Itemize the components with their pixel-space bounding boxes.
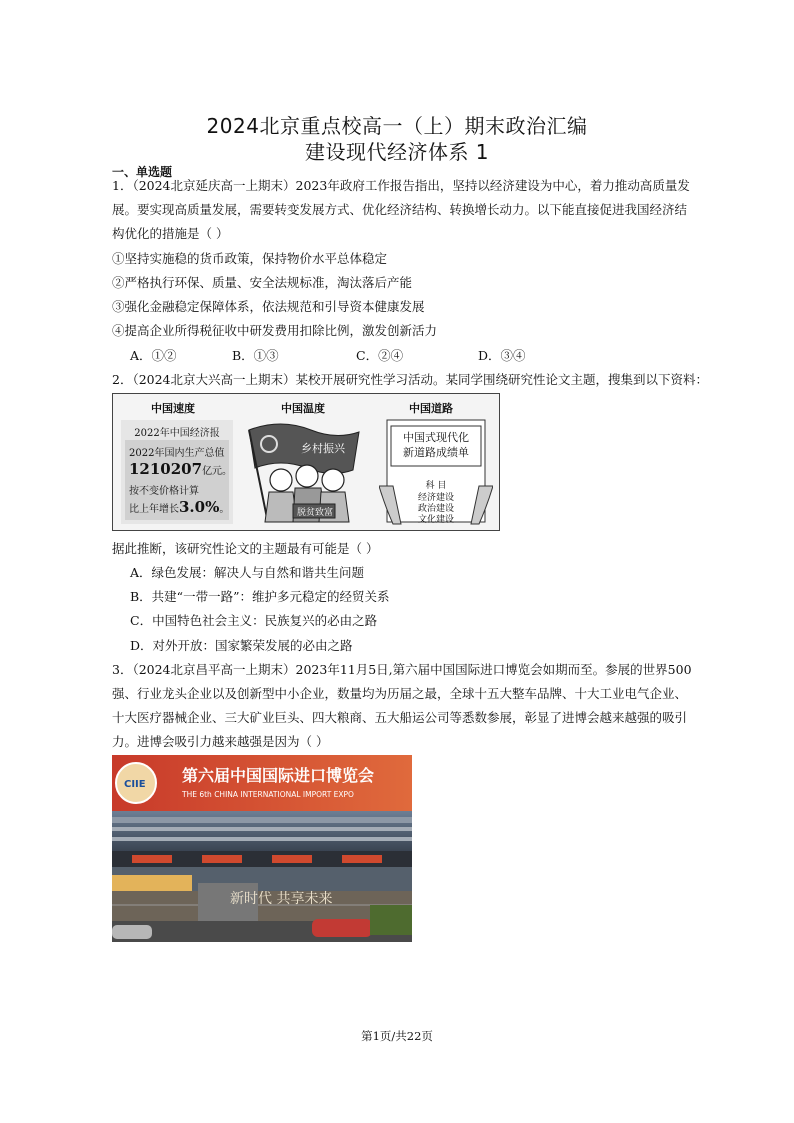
q2-stem: 2．（2024北京大兴高一上期末）某校开展研究性学习活动。某同学围绕研究性论文主题，搜集到以下资料： — [112, 372, 709, 387]
q1-option-b[interactable]: B．①③ — [232, 348, 279, 363]
flag-text: 乡村振兴 — [301, 442, 345, 455]
panel-title-road: 中国道路 — [409, 402, 453, 415]
q1-stem-line-3: 构优化的措施是（ ） — [112, 226, 229, 241]
q2-option-a[interactable]: A．绿色发展：解决人与自然和谐共生问题 — [130, 565, 365, 580]
flag-people-illustration — [241, 418, 363, 528]
gdp-unit: 亿元。 — [202, 466, 233, 477]
q1-option-a[interactable]: A．①② — [130, 348, 177, 363]
growth-period: 。 — [219, 504, 230, 515]
document-title: 2024北京重点校高一（上）期末政治汇编 — [206, 114, 588, 138]
growth-label: 比上年增长 — [129, 504, 179, 515]
scorecard-title-line-2: 新道路成绩单 — [403, 446, 469, 459]
calligraphy-text: 新时代 共享未来 — [230, 891, 333, 907]
ciie-photo-scene — [112, 755, 412, 942]
q3-stem-line-1: 3．（2024北京昌平高一上期末）2023年11月5日,第六届中国国际进口博览会如期而至。参展的世界500 — [112, 662, 692, 677]
panel-title-warmth: 中国温度 — [281, 402, 325, 415]
ciie-banner-en: THE 6th CHINA INTERNATIONAL IMPORT EXPO — [182, 790, 354, 799]
banner-text: 脱贫致富 — [297, 508, 334, 518]
newspaper-box — [125, 440, 233, 520]
growth-line — [129, 498, 229, 516]
q1-option-c[interactable]: C．②④ — [356, 348, 404, 363]
q2-question: 据此推断，该研究性论文的主题最有可能是（ ） — [112, 541, 379, 556]
scorecard-item-2: 政治建设 — [417, 504, 454, 514]
page-footer: 第1页/共22页 — [361, 1029, 433, 1043]
price-basis-line: 按不变价格计算 — [129, 486, 199, 497]
q2-option-d[interactable]: D．对外开放：国家繁荣发展的必由之路 — [130, 638, 353, 653]
scorecard-item-0: 科 目 — [425, 481, 447, 491]
gdp-value-line — [129, 460, 232, 478]
scorecard-item-1: 经济建设 — [417, 493, 454, 503]
scorecard-item-3: 文化建设 — [417, 515, 454, 525]
q3-stem-line-3: 十大医疗器械企业、三大矿业巨头、四大粮商、五大船运公司等悉数参展，彰显了进博会越来越强的吸引 — [112, 710, 688, 725]
growth-value: 3.0% — [179, 498, 220, 516]
q1-stem-line-1: 1．（2024北京延庆高一上期末）2023年政府工作报告指出，坚持以经济建设为中心，着力推动高质量发 — [112, 178, 690, 193]
q1-stem-line-2: 展。要实现高质量发展，需要转变发展方式、优化经济结构、转换增长动力。以下能直接促进我国经济结 — [112, 202, 688, 217]
q2-option-b[interactable]: B．共建“一带一路”：维护多元稳定的经贸关系 — [130, 589, 390, 604]
gdp-value: 1210207 — [129, 460, 203, 478]
section-heading: 一、单选题 — [112, 165, 173, 179]
newspaper-header: 2022年中国经济报 — [134, 428, 220, 439]
q3-stem-line-4: 力。进博会吸引力越来越强是因为（ ） — [112, 734, 329, 749]
q1-item-4: ④提高企业所得税征收中研发费用扣除比例，激发创新活力 — [112, 323, 438, 338]
q1-item-3: ③强化金融稳定保障体系，依法规范和引导资本健康发展 — [112, 299, 425, 314]
q2-comic-figure — [112, 393, 500, 531]
q1-item-1: ①坚持实施稳的货币政策，保持物价水平总体稳定 — [112, 251, 388, 266]
document-subtitle: 建设现代经济体系 1 — [304, 140, 490, 164]
scorecard-title — [385, 430, 487, 460]
scorecard-title-line-1: 中国式现代化 — [403, 431, 469, 444]
q1-option-d[interactable]: D．③④ — [478, 348, 526, 363]
ciie-logo-text: CIIE — [124, 779, 146, 790]
scorecard-illustration — [379, 416, 493, 526]
q3-stem-line-2: 强、行业龙头企业以及创新型中小企业，数量均为历届之最，全球十五大整车品牌、十大工业电气企业、 — [112, 686, 688, 701]
ciie-banner-cn: 第六届中国国际进口博览会 — [182, 766, 375, 785]
panel-title-speed: 中国速度 — [151, 402, 195, 415]
q1-item-2: ②严格执行环保、质量、安全法规标准，淘汰落后产能 — [112, 275, 413, 290]
q2-option-c[interactable]: C．中国特色社会主义：民族复兴的必由之路 — [130, 613, 378, 628]
gdp-line: 2022年国内生产总值 — [129, 448, 225, 459]
newspaper-illustration — [121, 420, 233, 524]
ciie-photo — [112, 755, 412, 942]
